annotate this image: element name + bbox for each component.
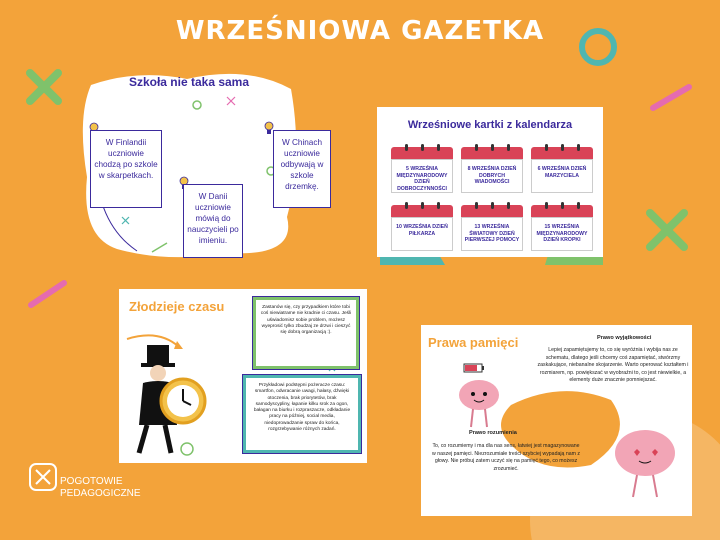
law-uniqueness-heading: Prawo wyjątkowości <box>597 335 652 341</box>
calendar-card <box>531 147 593 191</box>
calendar-card <box>391 205 453 249</box>
fact-finland: W Finlandii uczniowie chodzą po szkole w skarpetkach. <box>90 130 162 208</box>
panel-memory-laws <box>421 325 692 516</box>
brand-logo-icon <box>29 463 57 491</box>
time-thief-illustration <box>125 341 215 461</box>
fact-denmark: W Danii uczniowie mówią do nauczycieli po imieniu. <box>183 184 243 258</box>
calendar-text: 6 WRZEŚNIA DZIEŃ MARZYCIELA <box>531 159 593 193</box>
note-time-thieves-examples: Przykładowi podstępni pożeracze czasu: smartfon, odwracanie uwagi, hałasy, dźwięki otoczenia, brak priorytetów, brak samodyscypliny, łapanie kilku srok za ogon, bałagan na biurku i rozpraszacze, odkładanie pracy na później, social media, niedoprowadzanie spraw do końca, rozgrzebywanie różnych zadań. <box>243 375 361 453</box>
panel-calendar <box>377 107 603 257</box>
fact-china: W Chinach uczniowie odbywają w szkole drzemkę. <box>273 130 331 208</box>
brain-love-icon <box>609 425 681 499</box>
calendar-text: 13 WRZEŚNIA ŚWIATOWY DZIEŃ PIERWSZEJ POMOCY <box>461 217 523 251</box>
page-title: WRZEŚNIOWA GAZETKA <box>175 16 545 46</box>
calendar-text: 5 WRZEŚNIA MIĘDZYNARODOWY DZIEŃ DOBROCZYNNOŚCI <box>391 159 453 193</box>
panel-title: Wrześniowe kartki z kalendarza <box>407 119 573 131</box>
law-understanding-text: To, co rozumiemy i ma dla nas sens, łatwiej jest magazynowane w naszej pamięci. Niezrozumiałe treści szybciej wypadają nam z głowy. Nie próbuj zatem uczyć się na pamięć tego, co możesz zrozumieć. <box>432 443 580 472</box>
battery-icon <box>463 363 485 373</box>
panel-title: Prawa pamięci <box>428 335 519 350</box>
law-understanding-heading: Prawo rozumienia <box>469 430 517 436</box>
panel-title: Złodzieje czasu <box>129 299 225 314</box>
brand-line-2: PEDAGOGICZNE <box>60 488 141 499</box>
calendar-text: 8 WRZEŚNIA DZIEŃ DOBRYCH WIADOMOŚCI <box>461 159 523 193</box>
panel-time-thieves <box>119 289 367 463</box>
panel-title: Szkoła nie taka sama <box>128 75 250 89</box>
panel-school-facts <box>77 67 324 263</box>
calendar-text: 15 WRZEŚNIA MIĘDZYNARODOWY DZIEŃ KROPKI <box>531 217 593 251</box>
calendar-card <box>391 147 453 191</box>
law-uniqueness-text: Lepiej zapamiętujemy to, co się wyróżnia i wybija nas ze schematu, dlatego jeśli chcemy coś zapamiętać, stwórzmy zaskakujące, niebanalne skojarzenie. Warto operować kształtem i rozmiarem, np. powiększać w wyobraźni to, co jest niewielkie, a elementy duże znacznie pomniejszać. <box>537 347 689 384</box>
calendar-card <box>531 205 593 249</box>
calendar-text: 10 WRZEŚNIA DZIEŃ PIŁKARZA <box>391 217 453 251</box>
brand-name <box>60 476 141 500</box>
brand-line-1: POGOTOWIE <box>60 476 123 487</box>
note-time-thieves-intro: Zastanów się, czy przypadkiem które tobi coś niewiatrame nie kradnie ci czasu. Jeśli uświadomisz sobie problem, możesz wyeprosić tylko zbudzaj ze drzwi i cieszyć się dobrą organizacją :). <box>253 297 359 369</box>
calendar-card <box>461 147 523 191</box>
brain-character-icon <box>453 375 505 431</box>
calendar-card <box>461 205 523 249</box>
